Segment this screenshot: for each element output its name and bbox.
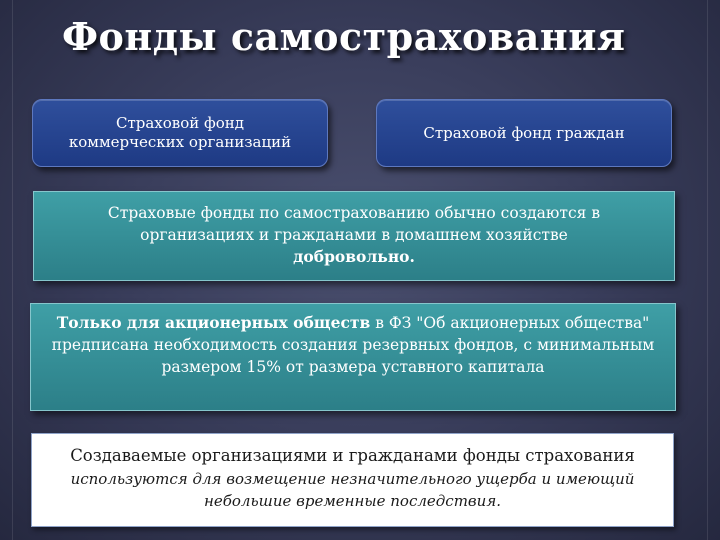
slide-title: Фонды самострахования — [62, 14, 626, 59]
usage-note-line1: Создаваемые организациями и гражданами фонды страхования — [70, 446, 635, 465]
voluntary-note-emphasis: добровольно. — [293, 247, 415, 266]
jsc-note-box — [30, 303, 676, 411]
jsc-note-emphasis: Только для акционерных обществ — [56, 313, 371, 332]
commercial-fund-box — [32, 99, 328, 167]
citizens-fund-label: Страховой фонд граждан — [423, 123, 625, 142]
citizens-fund-box — [376, 99, 672, 167]
voluntary-note-text: Страховые фонды по самострахованию обычно создаются в организациях и гражданами в домашнем хозяйстве — [107, 204, 601, 244]
usage-note-box — [31, 433, 674, 527]
usage-note-line2: используются для возмещение незначительного ущерба и имеющий небольшие временные последствия. — [70, 470, 635, 510]
commercial-fund-label-line2: коммерческих организаций — [68, 133, 292, 151]
voluntary-note-box — [33, 191, 675, 281]
left-border-line — [12, 0, 13, 540]
right-border-line — [707, 0, 708, 540]
jsc-note-text: в ФЗ "Об акционерных общества" предписана необходимость создания резервных фондов, с минимальным размером 15% от размера уставного капитала — [51, 314, 655, 376]
commercial-fund-label-line1: Страховой фонд — [115, 114, 245, 132]
